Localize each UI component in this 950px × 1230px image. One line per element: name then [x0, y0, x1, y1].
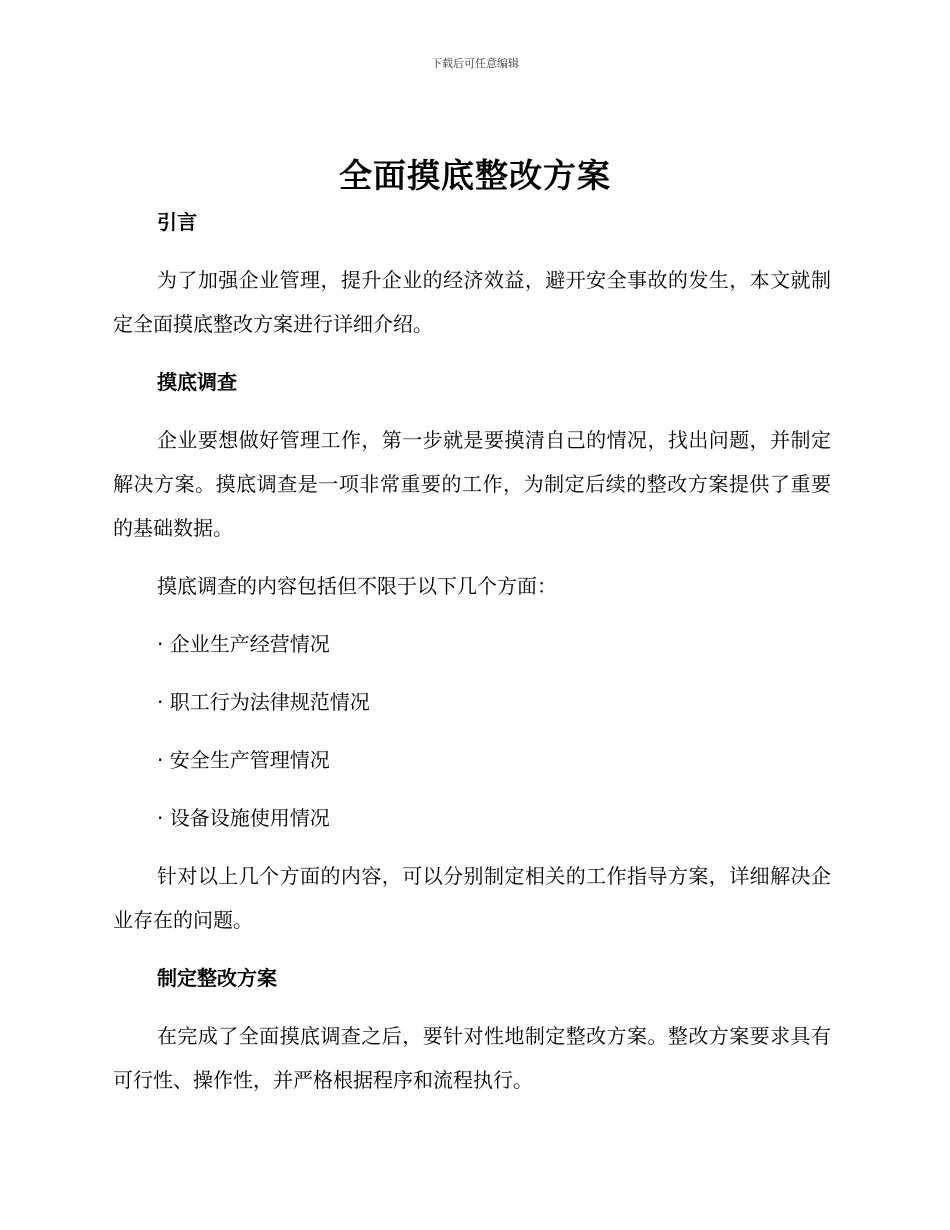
- header-note: 下载后可任意编辑: [431, 57, 519, 70]
- list-item: · 安全生产管理情况: [157, 748, 330, 772]
- plan-paragraph: 在完成了全面摸底调查之后，要针对性地制定整改方案。整改方案要求具有可行性、操作性，并严格根据程序和流程执行。: [113, 1024, 831, 1092]
- intro-paragraph: 为了加强企业管理，提升企业的经济效益，避开安全事故的发生，本文就制定全面摸底整改方案进行详细介绍。: [113, 268, 831, 336]
- section-heading-survey: 摸底调查: [157, 370, 237, 394]
- survey-paragraph-3: 针对以上几个方面的内容，可以分别制定相关的工作指导方案，详细解决企业存在的问题。: [113, 864, 831, 932]
- survey-paragraph-1: 企业要想做好管理工作，第一步就是要摸清自己的情况，找出问题，并制定解决方案。摸底调查是一项非常重要的工作，为制定后续的整改方案提供了重要的基础数据。: [113, 428, 831, 540]
- list-item: · 企业生产经营情况: [157, 632, 330, 656]
- section-heading-plan: 制定整改方案: [157, 966, 277, 990]
- list-item: · 设备设施使用情况: [157, 806, 330, 830]
- document-title: 全面摸底整改方案: [339, 156, 611, 195]
- list-item: · 职工行为法律规范情况: [157, 690, 370, 714]
- document-body: [113, 200, 831, 1102]
- section-heading-intro: 引言: [157, 210, 197, 234]
- survey-paragraph-2: 摸底调查的内容包括但不限于以下几个方面：: [157, 574, 557, 598]
